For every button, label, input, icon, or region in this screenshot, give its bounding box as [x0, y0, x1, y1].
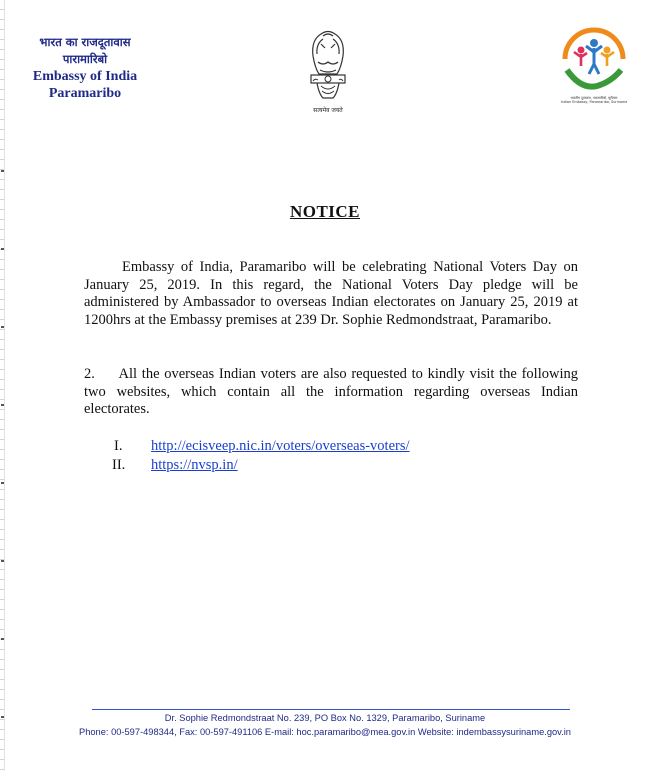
footer-address: Dr. Sophie Redmondstraat No. 239, PO Box No. 1329, Paramaribo, Suriname: [164, 713, 486, 723]
ruler-tick: [1, 560, 4, 562]
list-item: [104, 456, 410, 475]
ruler-tick: [1, 404, 4, 406]
ruler-tick: [1, 482, 4, 484]
people-circle-logo-icon: [561, 26, 627, 96]
list-item: [104, 437, 410, 456]
hindi-embassy-name: भारत का राजदूतावास: [39, 35, 131, 49]
ruler-tick: [1, 638, 4, 640]
national-emblem: [298, 26, 358, 118]
emblem-motto: सत्यमेव जयते: [313, 107, 343, 114]
list-item-number: II.: [112, 456, 126, 473]
footer-contact: Phone: 00-597-498344, Fax: 00-597-491106 E-mail: hoc.paramaribo@mea.gov.in Website: indembassysuriname.gov.in: [79, 727, 571, 737]
english-city-name: Paramaribo: [48, 86, 122, 101]
nvsp-link[interactable]: https://nvsp.in/: [151, 456, 238, 473]
lion-capital-icon: [303, 26, 353, 106]
ruler-tick: [1, 326, 4, 328]
ruler-tick: [1, 170, 4, 172]
letterhead-title: [22, 34, 148, 102]
notice-title: NOTICE: [289, 202, 361, 221]
list-item-number: I.: [114, 438, 123, 454]
vertical-ruler: [0, 0, 5, 771]
website-list: [104, 437, 410, 474]
ruler-tick: [1, 248, 4, 250]
english-embassy-name: Embassy of India: [32, 69, 138, 84]
notice-paragraph-2: 2. All the overseas Indian voters are also requested to kindly visit the following two websites, which contain all the information regarding overseas Indian electorates.: [84, 366, 578, 417]
notice-paragraph-1: Embassy of India, Paramaribo will be celebrating National Voters Day on January 25, 2019. In this regard, the National Voters Day pledge will be administered by Ambassador to overseas Indian electorates on January 25, 2019 at 1200hrs at the Embassy premises at 239 Dr. Sophie Redmondstraat, Paramaribo.: [84, 259, 578, 328]
ecisveep-link[interactable]: http://ecisveep.nic.in/voters/overseas-voters/: [151, 438, 410, 454]
logo-caption-english: Indian Embassy, Paramaribo, Suriname: [560, 100, 628, 105]
hindi-city-name: पारामारिबो: [62, 52, 108, 66]
logo-caption-hindi: भारतीय दूतावास, पारामारिबो, सूरीनाम: [570, 96, 618, 100]
embassy-logo: [558, 26, 630, 110]
footer-divider: [92, 709, 570, 710]
